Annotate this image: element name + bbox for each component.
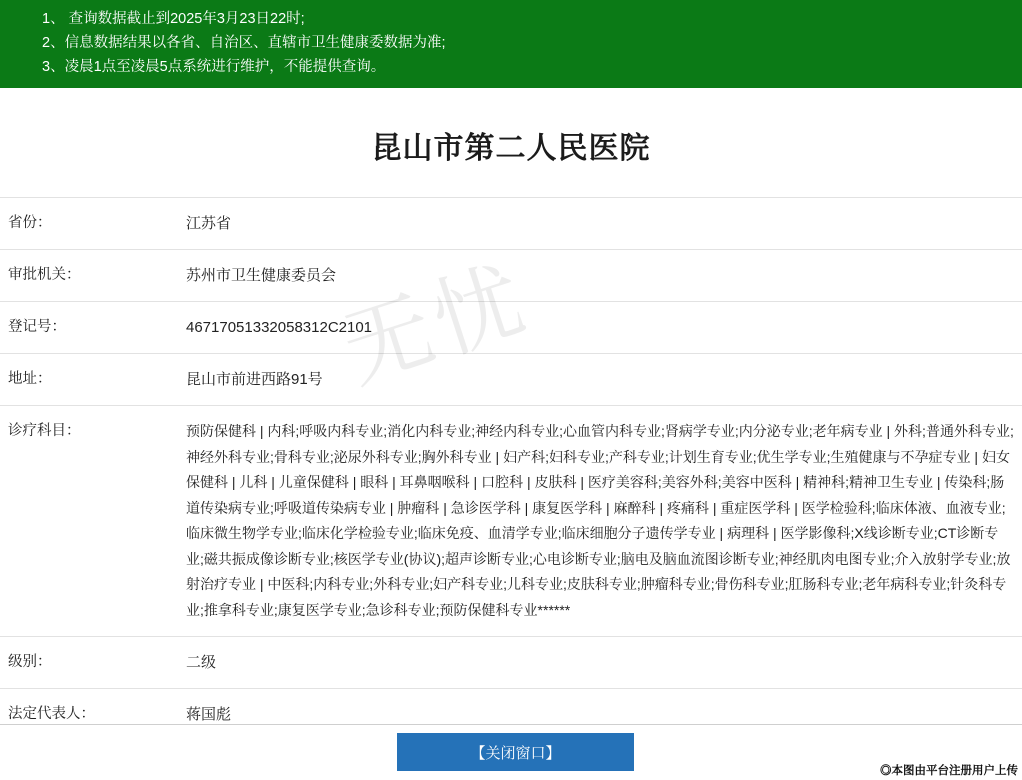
table-row bbox=[0, 637, 1022, 689]
notice-line-3: 3、凌晨1点至凌晨5点系统进行维护，不能提供查询。 bbox=[42, 59, 386, 75]
watermark: 无忧 bbox=[332, 250, 542, 402]
page-title: 昆山市第二人民医院 bbox=[371, 132, 651, 165]
field-label-province: 省份： bbox=[8, 215, 52, 231]
field-label-approval-authority: 审批机关： bbox=[8, 267, 81, 283]
bottom-bar bbox=[0, 724, 1022, 780]
notice-banner bbox=[0, 0, 1022, 88]
field-label-legal-representative: 法定代表人： bbox=[8, 706, 95, 722]
table-row bbox=[0, 354, 1022, 406]
field-label-address: 地址： bbox=[8, 371, 52, 387]
table-row bbox=[0, 302, 1022, 354]
table-row bbox=[0, 406, 1022, 637]
hospital-info-table bbox=[0, 197, 1022, 780]
field-label-departments: 诊疗科目： bbox=[8, 423, 81, 439]
close-window-button[interactable]: 【关闭窗口】 bbox=[397, 733, 634, 771]
field-label-level: 级别： bbox=[8, 654, 52, 670]
field-value-departments bbox=[178, 406, 1022, 637]
field-value-legal-representative: 蒋国彪 bbox=[186, 706, 232, 723]
departments-text: 预防保健科 | 内科;呼吸内科专业;消化内科专业;神经内科专业;心血管内科专业;肾病学专业;内分泌专业;老年病专业 | 外科;普通外科专业;神经外科专业;骨科专业;泌尿外科专业;胸外科专业 | 妇产科;妇科专业;产科专业;计划生育专业;优生学专业;生殖健康与不孕症专业 | 妇女保健科 | 儿科 | 儿童保健科 | 眼科 | 耳鼻咽喉科 | 口腔科 | 皮肤科 | 医疗美容科;美容外科;美容中医科 | 精神科;精神卫生专业 | 传染科;肠道传染病专业;呼吸道传染病专业 | 肿瘤科 | 急诊医学科 | 康复医学科 | 麻醉科 | 疼痛科 | 重症医学科 | 医学检验科;临床体液、血液专业;临床微生物学专业;临床化学检验专业;临床免疫、血清学专业;临床细胞分子遗传学专业 | 病理科 | 医学影像科;X线诊断专业;CT诊断专业;磁共振成像诊断专业;核医学专业(协议);超声诊断专业;心电诊断专业;脑电及脑血流图诊断专业;神经肌肉电图专业;介入放射学专业;放射治疗专业 | 中医科;内科专业;外科专业;妇产科专业;儿科专业;皮肤科专业;肿瘤科专业;骨伤科专业;肛肠科专业;老年病科专业;针灸科专业;推拿科专业;康复医学专业;急诊科专业;预防保健科专业****** bbox=[186, 423, 1014, 618]
field-value-province: 江苏省 bbox=[186, 215, 232, 232]
table-row bbox=[0, 250, 1022, 302]
field-value-level: 二级 bbox=[186, 654, 217, 671]
field-label-registration-number: 登记号： bbox=[8, 319, 66, 335]
field-value-address: 昆山市前进西路91号 bbox=[186, 371, 323, 388]
notice-line-2: 2、信息数据结果以各省、自治区、直辖市卫生健康委数据为准; bbox=[42, 35, 446, 51]
notice-line-1: 1、 查询数据截止到2025年3月23日22时; bbox=[42, 11, 305, 27]
table-row bbox=[0, 198, 1022, 250]
field-value-approval-authority: 苏州市卫生健康委员会 bbox=[186, 267, 337, 284]
footer-note: ◎本图由平台注册用户上传 bbox=[880, 765, 1018, 777]
field-value-registration-number: 46717051332058312C2101 bbox=[186, 319, 373, 336]
